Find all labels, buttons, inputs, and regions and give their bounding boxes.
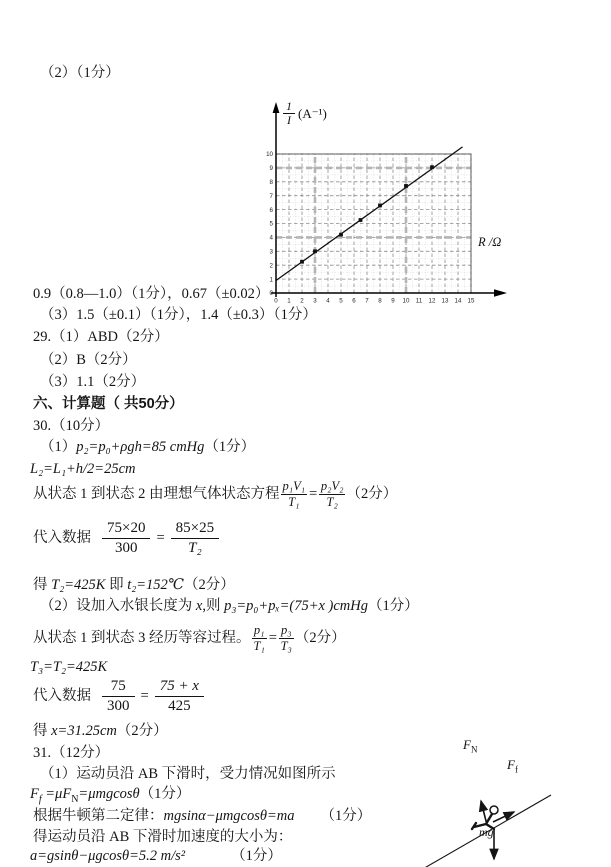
q30-part1-equation: （1）p₂=p₀+ρgh=85 cmHg（1分）	[40, 439, 256, 455]
y-tick-label: 9	[269, 165, 273, 173]
x-tick-label: 11	[415, 297, 423, 305]
answer-2-score: （2）（1分）	[40, 65, 120, 81]
x-tick-label: 5	[339, 297, 343, 305]
q29-answer-3: （3）1.1（2分）	[40, 374, 146, 390]
x-tick-label: 15	[467, 297, 475, 305]
q31-heading: 31.（12分）	[33, 745, 110, 761]
fraction-p1-t1: $\frac{\text{p₁}}{\text{T₁}}$	[253, 623, 265, 653]
normal-force-arrow	[481, 801, 487, 825]
data-point	[313, 249, 317, 253]
q31-part1-text: （1）运动员沿 AB 下滑时，受力情况如图所示	[40, 766, 336, 782]
y-tick-label: 8	[269, 179, 273, 186]
chart-canvas	[258, 99, 510, 311]
y-tick-label: 6	[269, 206, 273, 214]
answer-3-values: （3）1.5（±0.1）（1分），1.4（±0.3）（1分）	[40, 307, 317, 323]
x-tick-label: 4	[326, 297, 330, 305]
q29-answer-2: （2）B（2分）	[40, 352, 137, 368]
y-tick-label: 5	[269, 220, 273, 228]
x-tick-label: 14	[454, 297, 462, 305]
skier-head	[490, 806, 498, 814]
y-tick-label: 10	[266, 151, 273, 159]
q29-answer-1: 29.（1）ABD（2分）	[33, 329, 169, 345]
graph-reading-answers: 0.9（0.8—1.0）（1分），0.67（±0.02）	[33, 286, 270, 302]
friction-force-label: $F_f$	[507, 757, 518, 775]
q31-acceleration-equation: a=gsinθ−μgcosθ=5.2 m/s² （1分）	[30, 848, 282, 864]
resistance-vs-inverse-current-chart	[258, 99, 510, 311]
y-tick-label: 2	[269, 262, 273, 270]
fraction-75px-425: $\frac{75 + x}{425}$	[155, 677, 204, 716]
x-tick-label: 8	[378, 297, 382, 305]
normal-force-label: $F_N$	[463, 737, 478, 755]
q30-isochoric-line: 从状态 1 到状态 3 经历等容过程。 $\frac{\text{p₁}}{\text{T₁}}$ = $\frac{\text{p₃}}{\text{T₃}}$ （2分）	[33, 623, 346, 653]
fraction-75x20-300: $\frac{75\times 20}{300}$	[102, 519, 150, 558]
fraction-p2v2-t2: $\frac{\text{p₂V₂}}{\text{T₂}}$	[320, 479, 344, 509]
data-point	[300, 260, 304, 264]
y-tick-label: 0	[269, 290, 273, 298]
q30-length-equation: L₂=L₁+h/2=25cm	[30, 461, 136, 477]
x-tick-label: 6	[352, 297, 356, 305]
y-tick-label: 4	[269, 234, 273, 242]
y-axis-fraction: 1 I	[283, 100, 295, 127]
q30-substitute-data-2: 代入数据 $\frac{75}{300}$ = $\frac{75 + x}{425}$	[33, 676, 205, 716]
q30-t3-equation: T₃=T₂=425K	[30, 659, 108, 675]
y-tick-label: 7	[269, 192, 273, 200]
data-point	[404, 184, 408, 188]
gravity-label: mg	[479, 825, 494, 839]
fraction-85x25-t2: $\frac{85\times 25}{\text{T₂}}$	[171, 519, 219, 558]
x-tick-label: 0	[274, 297, 278, 305]
q30-gas-law-line: 从状态 1 到状态 2 由理想气体状态方程 $\frac{\text{p₁V₁}}{\text{T₁}}$ = $\frac{\text{p₂V₂}}{\text{T₂}}$ （2分）	[33, 479, 398, 509]
x-tick-label: 3	[313, 297, 317, 305]
x-axis-arrow	[494, 289, 507, 297]
force-diagram-canvas	[415, 733, 611, 867]
x-tick-label: 13	[441, 297, 449, 305]
x-tick-label: 7	[365, 297, 369, 305]
force-diagram	[415, 733, 611, 867]
x-tick-label: 1	[287, 297, 291, 305]
section-heading: 六、计算题（ 共50分）	[33, 396, 184, 412]
q30-part2-setup: （2）设加入水银长度为 x,则 p₃=p₀+pₓ=(75+x )cmHg（1分）	[40, 598, 419, 614]
data-point	[378, 204, 382, 208]
q31-friction-equation: $F_f =\mu F_N=\mu mgcos\theta(1$分）	[30, 786, 191, 805]
q30-temperature-result: 得 T₂=425K 即 t₂=152℃（2分）	[33, 577, 235, 593]
q31-newton-second-law: 根据牛顿第二定律：mgsinα−μmgcosθ=ma （1分）	[33, 808, 372, 824]
x-tick-label: 2	[300, 297, 304, 305]
fraction-p1v1-t1: $\frac{\text{p₁V₁}}{\text{T₁}}$	[282, 479, 306, 509]
x-axis-label: R /Ω	[478, 235, 502, 249]
q31-acceleration-text: 得运动员沿 AB 下滑时加速度的大小为：	[33, 829, 293, 845]
fraction-p3-t3: $\frac{\text{p₃}}{\text{T₃}}$	[280, 623, 292, 653]
fraction-75-300: $\frac{75}{300}$	[102, 677, 135, 716]
y-tick-label: 1	[269, 276, 273, 284]
data-point	[339, 233, 343, 237]
data-point	[430, 165, 434, 169]
q30-heading: 30.（10分）	[33, 418, 110, 434]
x-tick-label: 10	[402, 297, 410, 305]
y-tick-label: 3	[269, 248, 273, 256]
q30-x-result: 得 x=31.25cm（2分）	[33, 723, 168, 739]
data-point	[359, 218, 363, 222]
y-axis-unit: (A⁻¹)	[298, 105, 327, 121]
x-tick-label: 9	[391, 297, 395, 305]
y-axis-label	[282, 100, 327, 127]
q30-substitute-data-1: 代入数据 $\frac{75\times 20}{300}$ = $\frac{85\times 25}{\text{T₂}}$	[33, 518, 220, 558]
x-tick-label: 12	[428, 297, 436, 305]
y-axis-arrow	[273, 102, 280, 113]
